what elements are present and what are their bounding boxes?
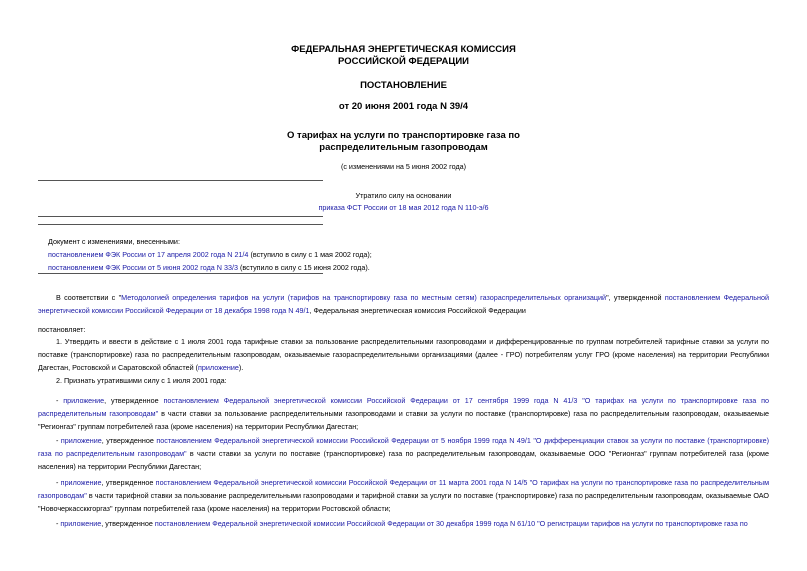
text: в части тарифной ставки за пользование распределительными газопроводами и тарифной ставки за услуги по поставке (транспортировке) газа по распределительным газопроводам, оказываемые ОАО "Новочеркассккгоргаз" группам потребителей газа (кроме населения) на территории Ростовской области; — [38, 490, 769, 513]
paragraph-repeal-3 — [38, 477, 769, 515]
link-appendix[interactable]: приложение — [60, 519, 102, 528]
divider — [38, 180, 323, 181]
link-methodology[interactable]: Методологией определения тарифов на услуги (тарифов на транспортировку газа по местным сетям) газораспределительных организаций — [121, 293, 607, 302]
changes-item-tail: (вступило в силу с 15 июня 2002 года). — [239, 263, 370, 272]
link-appendix[interactable]: приложение — [60, 436, 102, 445]
text: в части ставки за пользование распределительными газопроводами и ставки за услуги по поставке (транспортировке) газа по распределительным газопроводам, оказываемые "Регионгаз" группам потребителей газа (кроме населения) на территории Республики Дагестан; — [38, 408, 769, 431]
changes-item-link[interactable]: постановлением ФЭК России от 17 апреля 2002 года N 21/4 — [48, 250, 249, 259]
text: , утвержденное — [104, 396, 164, 405]
changes-item-link[interactable]: постановлением ФЭК России от 5 июня 2002 года N 33/3 — [48, 263, 238, 272]
changes-item-tail: (вступило в силу с 1 мая 2002 года); — [250, 250, 372, 259]
paragraph-resolves: постановляет: — [38, 325, 86, 334]
changes-intro: Документ с изменениями, внесенными: — [48, 237, 180, 246]
text: - — [56, 478, 61, 487]
text: ", утвержденной — [606, 293, 665, 302]
text: , Федеральная энергетическая комиссия Российской Федерации — [309, 305, 526, 315]
org-name-line2: РОССИЙСКОЙ ФЕДЕРАЦИИ — [337, 56, 469, 67]
text: В соответствии с " — [56, 293, 122, 302]
link-resolution[interactable]: постановлением Федеральной энергетической комиссии Российской Федерации от 30 декабря 1999 года N 61/10 "О регистрации тарифов на услуги по транспортировке газа по — [154, 519, 748, 528]
text: ). — [238, 362, 244, 372]
text: в части ставки за услуги по поставке (транспортировке) газа по распределительным газопроводам, оказываемые ООО "Регионгаз" группам потребителей газа (кроме населения) на территории Республики Дагестан; — [38, 448, 769, 471]
link-appendix[interactable]: приложение — [63, 396, 105, 405]
amend-note: (с изменениями на 5 июня 2002 года) — [340, 162, 467, 171]
paragraph-repeal-4 — [38, 518, 769, 531]
link-appendix[interactable]: приложение — [198, 362, 239, 372]
doc-title-line2: распределительным газопроводам — [319, 142, 488, 153]
changes-block — [48, 235, 372, 274]
link-resolution[interactable]: постановлением Федеральной энергетической комиссии Российской Федерации от 17 сентября 1999 года N 41/3 "О тарифах на услуги по транспортировке газа по распределительным газопроводам" — [38, 396, 770, 418]
link-resolution[interactable]: постановлением Федеральной энергетической комиссии Российской Федерации от 18 декабря 1998 года N 49/1 — [38, 293, 769, 315]
divider — [38, 273, 323, 274]
link-resolution[interactable]: постановлением Федеральной энергетической комиссии Российской Федерации от 11 марта 2001 года N 14/5 "О тарифах на услуги по транспортировке газа по распределительным газопроводам" — [38, 478, 770, 500]
doc-title-line1: О тарифах на услуги по транспортировке газа по — [287, 130, 520, 141]
paragraph-item1 — [38, 336, 769, 374]
paragraph-repeal-1 — [38, 395, 769, 433]
paragraph-basis — [38, 292, 769, 318]
org-name-line1: ФЕДЕРАЛЬНАЯ ЭНЕРГЕТИЧЕСКАЯ КОМИССИЯ — [291, 44, 516, 55]
divider — [38, 224, 323, 225]
expired-note: Утратило силу на основании — [355, 191, 452, 200]
paragraph-item2: 2. Признать утратившими силу с 1 июля 2001 года: — [56, 376, 227, 385]
text: , утвержденное — [101, 519, 155, 528]
text: - — [56, 436, 61, 445]
text: , утвержденное — [101, 436, 157, 445]
text: - — [56, 396, 64, 405]
expired-link[interactable]: приказа ФСТ России от 18 мая 2012 года N 110-э/6 — [318, 203, 489, 212]
text: , утвержденное — [101, 478, 156, 487]
doc-type: ПОСТАНОВЛЕНИЕ — [360, 80, 447, 91]
changes-item — [48, 248, 372, 261]
text: 1. Утвердить и ввести в действие с 1 июля 2001 года тарифные ставки за пользование распределительными газопроводами и дифференцированные по группам потребителей тарифные ставки за услуги по поставке (транспортировке) газа по распределительным газопроводам, оказываемые газораспределительными организациями (далее - ГРО) потребителям услуг ГРО (кроме населения) на территории Республики Дагестан, Ростовской и Саратовской областей ( — [38, 337, 769, 372]
doc-date: от 20 июня 2001 года N 39/4 — [338, 101, 469, 112]
paragraph-repeal-2 — [38, 435, 769, 473]
divider — [38, 216, 323, 217]
text: - — [56, 519, 61, 528]
link-appendix[interactable]: приложение — [60, 478, 102, 487]
link-resolution[interactable]: постановлением Федеральной энергетической комиссии Российской Федерации от 5 ноября 1999 года N 49/1 "О дифференциации ставок за услуги по поставке (транспортировке) газа по распределительным газопроводам" — [38, 436, 770, 458]
